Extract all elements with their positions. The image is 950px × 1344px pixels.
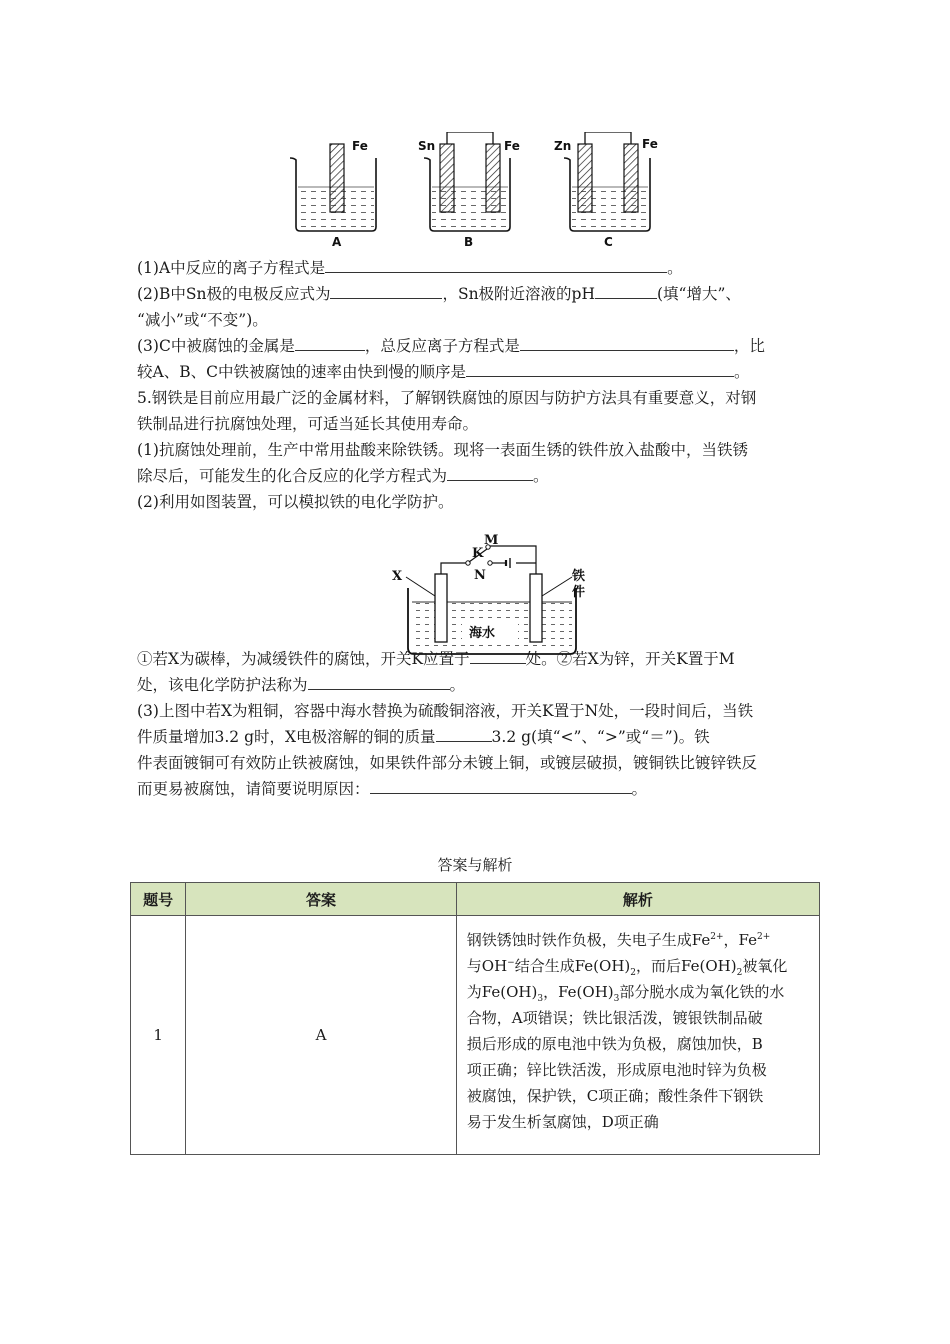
header-number: 题号 bbox=[131, 883, 186, 916]
q5-choice: ①若X为碳棒，为减缓铁件的腐蚀，开关K应置于 处。②若X为锌，开关K置于M bbox=[137, 646, 817, 672]
header-explanation: 解析 bbox=[456, 883, 819, 916]
label-m: M bbox=[484, 533, 499, 548]
q4-part1: (1)A中反应的离子方程式是 。 bbox=[137, 255, 817, 281]
answer-blank[interactable] bbox=[466, 360, 734, 377]
answer-blank[interactable] bbox=[370, 777, 632, 794]
q5-part3-cont1: 件质量增加3.2 g时，X电极溶解的铜的质量 3.2 g(填“<”、“>”或“＝”)。铁 bbox=[137, 724, 817, 750]
label-n: N bbox=[474, 568, 486, 583]
label-b-fe: Fe bbox=[504, 139, 520, 153]
label-iron-1: 铁 bbox=[572, 569, 586, 584]
table-row bbox=[131, 916, 820, 1155]
q5-part2: (2)利用如图装置，可以模拟铁的电化学防护。 bbox=[137, 493, 454, 511]
answer-blank[interactable] bbox=[308, 673, 450, 690]
table-header-row bbox=[131, 883, 820, 916]
label-a-fe: Fe bbox=[352, 139, 368, 153]
label-x: X bbox=[392, 569, 403, 584]
q5-part1-cont: 除尽后，可能发生的化合反应的化学方程式为 。 bbox=[137, 463, 817, 489]
question-block-2 bbox=[137, 646, 817, 802]
caption-c: C bbox=[604, 235, 613, 249]
row-explanation: 钢铁锈蚀时铁作负极，失电子生成$Fe^{2+}$，$Fe^{2+}$ 与OH−结合生成$Fe(OH)_2$，而后$Fe(OH)_2$被氧化 为$Fe(OH)_3$，$Fe(OH)_3$部分脱水成为氧化铁的水 合物，A项错误；铁比银活泼，镀银铁制品破 损后形成的原电池中铁为负极，腐蚀加快，B 项正确；锌比铁活泼，形成原电池时锌为负极 被腐蚀，保护铁，C项正确；酸性条件下钢铁 易于发生析氢腐蚀，D项正确 bbox=[456, 916, 819, 1155]
answer-blank[interactable] bbox=[470, 647, 526, 664]
label-c-fe: Fe bbox=[642, 137, 658, 151]
question-block-1 bbox=[137, 255, 817, 515]
q5-intro-cont: 铁制品进行抗腐蚀处理，可适当延长其使用寿命。 bbox=[137, 415, 479, 433]
q4-part2-cont: “减小”或“不变”)。 bbox=[137, 311, 268, 329]
q5-intro: 5.钢铁是目前应用最广泛的金属材料，了解钢铁腐蚀的原因与防护方法具有重要意义，对钢 bbox=[137, 389, 757, 407]
label-b-sn: Sn bbox=[418, 139, 436, 153]
answer-blank[interactable] bbox=[447, 464, 533, 481]
row-answer: A bbox=[186, 916, 456, 1155]
q4-part3-cont: 较A、B、C中铁被腐蚀的速率由快到慢的顺序是 。 bbox=[137, 359, 817, 385]
q4-part2: (2)B中Sn极的电极反应式为 ，Sn极附近溶液的pH (填“增大”、 bbox=[137, 281, 817, 307]
beaker-b bbox=[418, 132, 520, 249]
q5-choice-cont: 处，该电化学防护法称为 。 bbox=[137, 672, 817, 698]
answers-title: 答案与解析 bbox=[437, 856, 513, 874]
beaker-c bbox=[554, 132, 658, 249]
label-c-zn: Zn bbox=[554, 139, 572, 153]
row-number: 1 bbox=[131, 916, 186, 1155]
beaker-figure-abc bbox=[280, 132, 670, 250]
answer-blank[interactable] bbox=[325, 256, 667, 273]
q5-part3-cont2: 件表面镀铜可有效防止铁被腐蚀，如果铁件部分未镀上铜，或镀层破损，镀铜铁比镀锌铁反 bbox=[137, 754, 758, 772]
label-k: K bbox=[472, 546, 484, 561]
answers-table bbox=[130, 882, 820, 1155]
caption-a: A bbox=[332, 235, 342, 249]
q5-part1: (1)抗腐蚀处理前，生产中常用盐酸来除铁锈。现将一表面生锈的铁件放入盐酸中，当铁锈 bbox=[137, 441, 748, 459]
answer-blank[interactable] bbox=[295, 334, 365, 351]
caption-b: B bbox=[464, 235, 474, 249]
q5-part3-cont3: 而更易被腐蚀，请简要说明原因： 。 bbox=[137, 776, 817, 802]
answer-blank[interactable] bbox=[436, 725, 492, 742]
protection-apparatus-figure bbox=[388, 530, 598, 660]
label-seawater: 海水 bbox=[469, 626, 496, 641]
label-iron-2: 件 bbox=[572, 585, 586, 600]
q5-part3: (3)上图中若X为粗铜，容器中海水替换为硫酸铜溶液，开关K置于N处，一段时间后，当铁 bbox=[137, 702, 754, 720]
header-answer: 答案 bbox=[186, 883, 456, 916]
answer-blank[interactable] bbox=[520, 334, 734, 351]
answer-blank[interactable] bbox=[595, 282, 657, 299]
answer-blank[interactable] bbox=[330, 282, 442, 299]
q4-part3: (3)C中被腐蚀的金属是 ，总反应离子方程式是 ，比 bbox=[137, 333, 817, 359]
beaker-a bbox=[290, 139, 376, 249]
